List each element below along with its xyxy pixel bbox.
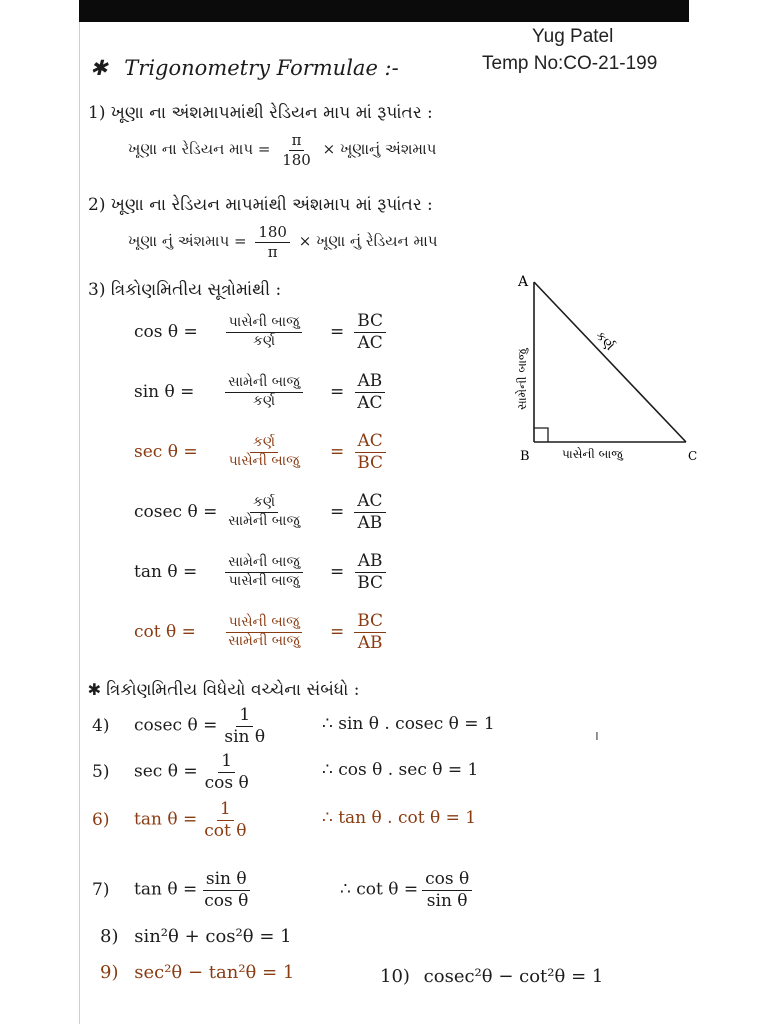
section-2-title: ખૂણા ના રેડિયન માપમાંથી અંશમાપ માં રૂપાંતર : [110,195,433,215]
page-title [90,56,399,80]
ratio-symbol-denominator: AB [357,632,383,653]
relation-row [92,869,470,911]
ratio-word-denominator: કર્ણ [252,392,276,409]
ratio-row [134,432,390,472]
identity-9-text: sec²θ − tan²θ = 1 [134,962,295,983]
relation-result: ∴ sin θ . cosec θ = 1 [322,714,495,734]
title-text: Trigonometry Formulae :- [124,56,399,80]
section-2-rhs: × ખૂણા નું રેડિયન માપ [298,232,438,250]
ratio-row [134,372,390,412]
relation-frac-den: cos θ [204,890,249,911]
section-1-lhs: ખૂણા ના રેડિયન માપ = [128,140,271,158]
ratio-symbol-denominator: AB [357,512,383,533]
relation-result-den: sin θ [426,890,468,911]
vertex-c-label: C [688,449,698,463]
ratio-word-numerator: સામેની બાજુ [225,375,302,392]
section-2-formula [128,224,437,260]
identity-8-text: sin²θ + cos²θ = 1 [134,926,292,947]
relation-number: 4) [92,715,110,736]
relations-star-icon: ✱ [88,680,101,700]
ratio-word-denominator: સામેની બાજુ [228,512,300,529]
ratio-equals: = [330,321,345,342]
page-margin-line [79,22,80,1024]
section-2-lhs: ખૂણા નું અંશમાપ = [128,232,247,250]
relation-frac-num: 1 [217,800,234,821]
identity-9 [100,962,294,983]
ratio-word-denominator: પાસેની બાજુ [228,572,300,589]
section-1-frac-num: π [289,132,305,151]
relation-number: 6) [92,809,110,830]
ratio-row [134,612,390,652]
right-triangle-diagram [500,270,700,470]
relation-lhs: cosec θ = [134,715,218,736]
ratio-word-numerator: પાસેની બાજુ [226,315,303,332]
ratio-function: cot θ = [134,621,196,642]
relation-number: 5) [92,761,110,782]
ratio-row [134,312,390,352]
section-1-number: 1) [88,103,106,123]
ratio-equals: = [330,381,345,402]
star-icon: ✱ [90,56,108,80]
vertex-a-label: A [518,274,529,290]
identity-10 [380,966,603,987]
relation-row [92,799,477,841]
author-name: Yug Patel [532,26,614,47]
ratio-function: sec θ = [134,441,198,462]
relation-number: 7) [92,879,110,900]
identity-10-text: cosec²θ − cot²θ = 1 [423,966,604,987]
ratio-word-numerator: સામેની બાજુ [225,555,302,572]
section-2-frac-num: 180 [255,224,290,243]
ratio-function: sin θ = [134,381,195,402]
section-3-title: ત્રિકોણમિતીય સૂત્રોમાંથી : [110,280,282,300]
section-1-formula [128,132,436,168]
relation-row [92,751,479,793]
section-1-rhs: × ખૂણાનું અંશમાપ [322,140,437,158]
section-2-frac-den: π [267,242,278,261]
ratio-symbol-numerator: BC [354,612,386,633]
relation-frac-den: cos θ [204,772,249,793]
section-2-heading [88,195,433,215]
relation-frac-num: 1 [236,706,253,727]
ratio-row [134,552,390,592]
ratio-word-numerator: પાસેની બાજુ [226,615,303,632]
ratio-equals: = [330,561,345,582]
vertex-b-label: B [520,449,530,464]
ratio-word-denominator: પાસેની બાજુ [228,452,300,469]
top-black-bar [79,0,689,22]
ratio-word-denominator: કર્ણ [252,332,276,349]
ratio-symbol-denominator: BC [357,572,384,593]
relation-result-num: cos θ [422,870,472,891]
ratio-equals: = [330,501,345,522]
relation-lhs: sec θ = [134,761,198,782]
ratio-word-denominator: સામેની બાજુ [228,632,300,649]
right-angle-marker [534,428,548,442]
section-2-number: 2) [88,195,106,215]
section-3-heading [88,280,281,300]
identity-10-number: 10) [380,966,410,987]
ratio-symbol-numerator: BC [354,312,386,333]
ratio-symbol-numerator: AC [354,492,385,513]
ratio-symbol-denominator: BC [357,452,384,473]
ratio-function: cosec θ = [134,501,218,522]
relation-frac-den: cot θ [204,820,247,841]
ratio-equals: = [330,621,345,642]
relation-result: ∴ cos θ . sec θ = 1 [322,760,479,780]
relation-row [92,705,495,747]
ratio-symbol-denominator: AC [357,392,383,413]
triangle-hypotenuse [534,282,686,442]
relation-result-prefix: ∴ cot θ = [340,879,419,900]
relation-frac-den: sin θ [224,726,266,747]
identity-9-number: 9) [100,962,119,983]
ratio-symbol-denominator: AC [357,332,383,353]
relation-frac-num: sin θ [203,870,250,891]
relation-lhs: tan θ = [134,809,198,830]
relations-heading [88,680,360,700]
section-1-heading [88,103,433,123]
vertical-side-label: સામેની બાજુ [515,348,529,410]
ratio-row [134,492,390,532]
relation-lhs: tan θ = [134,879,198,900]
hypotenuse-label: કર્ણ [592,328,618,354]
temp-number: Temp No:CO-21-199 [482,53,658,74]
section-1-frac-den: 180 [282,150,311,169]
section-1-title: ખૂણા ના અંશમાપમાંથી રેડિયન માપ માં રૂપાંતર : [110,103,433,123]
ratio-function: tan θ = [134,561,198,582]
ratio-symbol-numerator: AB [355,372,386,393]
relation-result: ∴ tan θ . cot θ = 1 [322,808,477,828]
section-3-number: 3) [88,280,106,300]
ratio-word-numerator: કર્ણ [250,435,278,452]
stray-mark: ı [595,728,599,744]
relation-frac-num: 1 [218,752,235,773]
ratio-symbol-numerator: AC [355,432,386,453]
ratio-symbol-numerator: AB [355,552,386,573]
identity-8-number: 8) [100,926,119,947]
ratio-function: cos θ = [134,321,198,342]
base-label: પાસેની બાજુ [562,447,623,461]
ratio-word-numerator: કર્ણ [250,495,278,512]
relations-title: ત્રિકોણમિતીય વિધેયો વચ્ચેના સંબંધો : [106,680,360,700]
ratio-equals: = [330,441,345,462]
identity-8 [100,926,292,947]
